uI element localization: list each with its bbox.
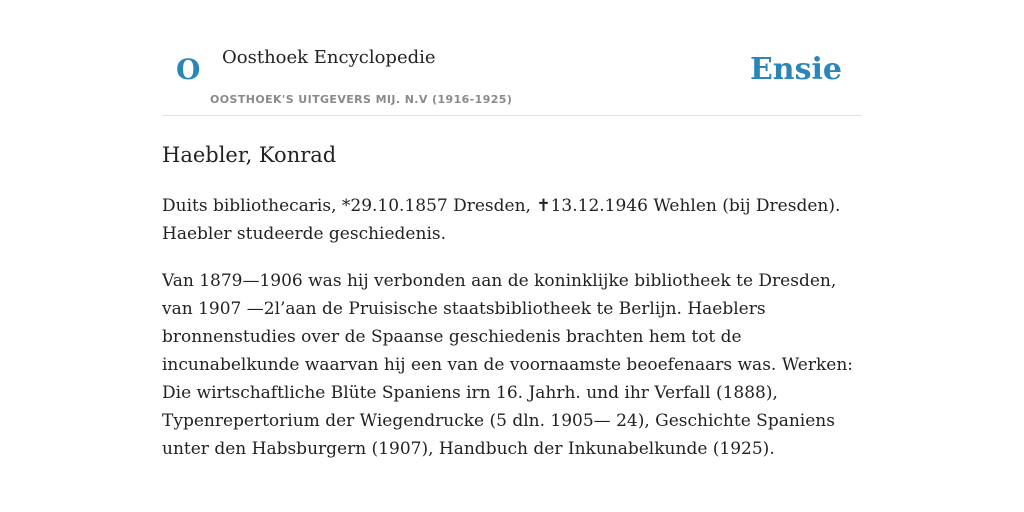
article-paragraph: Van 1879—1906 was hij verbonden aan de koninklijke bibliotheek te Dresden, van 1907 —2l’aan de Pruisische staatsbibliotheek te Berlijn. Haeblers bronnenstudies over de Spaanse geschiedenis brachten hem tot de incunabelkunde waarvan hij een van de voornaamste beoefenaars was. Werken: Die wirtschaftliche Blüte Spaniens irn 16. Jahrh. und ihr Verfall (1888), Typenrepertorium der Wiegendrucke (5 dln. 1905— 24), Geschichte Spaniens unter den Habsburgern (1907), Handbuch der Inkunabelkunde (1925). — [162, 271, 854, 459]
encyclopedia-title-link[interactable]: Oosthoek Encyclopedie — [222, 47, 436, 68]
encyclopedia-logo-icon[interactable]: O — [176, 53, 201, 86]
ensie-brand-link[interactable]: Ensie — [749, 52, 842, 87]
article-paragraph: Duits bibliothecaris, *29.10.1857 Dresden, ✝13.12.1946 Wehlen (bij Dresden). Haebler studeerde geschiedenis. — [162, 196, 841, 244]
publisher-subtitle: OOSTHOEK'S UITGEVERS MIJ. N.V (1916-1925) — [210, 93, 513, 106]
article — [162, 138, 866, 463]
site-header — [162, 40, 862, 116]
article-title: Haebler, Konrad — [162, 143, 337, 167]
